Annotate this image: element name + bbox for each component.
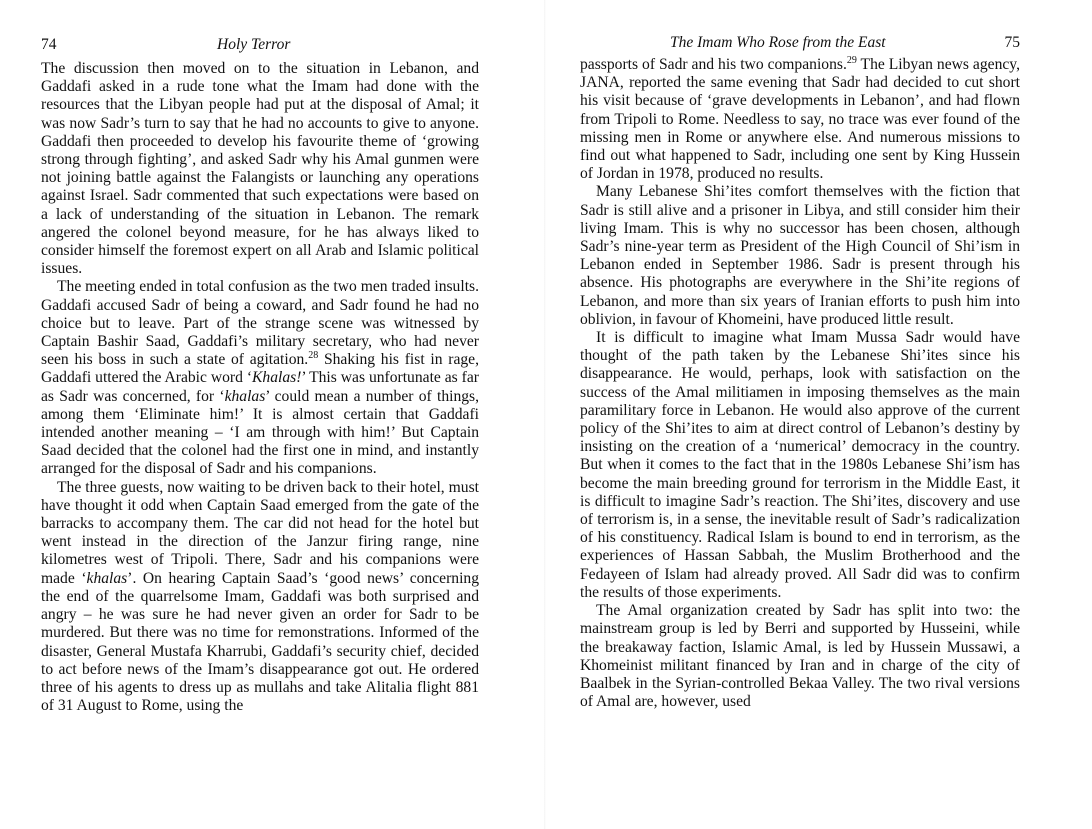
left-page-number: 74 bbox=[41, 36, 57, 53]
right-page bbox=[546, 0, 1092, 829]
right-page-number: 75 bbox=[1004, 34, 1020, 51]
right-page-body bbox=[580, 56, 1020, 711]
footnote-ref-28: 28 bbox=[308, 350, 319, 362]
right-paragraph-4: The Amal organization created by Sadr has split into two: the mainstream group is led by Berri and supported by Husseini, while the breakaway faction, Islamic Amal, is led by Hussein Mussawi, a Khomeinist militant financed by Iran and in charge of the city of Baalbek in the Syrian-controlled Bekaa Valley. The two rival versions of Amal are, however, used bbox=[580, 602, 1020, 711]
left-running-head: Holy Terror bbox=[217, 36, 291, 53]
left-page-header bbox=[41, 30, 479, 60]
right-paragraph-2: Many Lebanese Shi’ites comfort themselves with the fiction that Sadr is still alive and a prisoner in Libya, and still consider him their living Imam. This is why no successor has been chosen, although Sadr’s nine-year term as President of the High Council of Shi’ism in Lebanon ended in September 1986. Sadr is present through his absence. His photographs are everywhere in the Shi’ite regions of Lebanon, and more than six years of Iranian efforts to push him into oblivion, in favour of Khomeini, have produced little result. bbox=[580, 183, 1020, 328]
footnote-ref-29: 29 bbox=[846, 55, 857, 66]
right-page-header bbox=[580, 30, 1020, 60]
right-paragraph-3: It is difficult to imagine what Imam Mussa Sadr would have thought of the path taken by the Lebanese Shi’ites since his disappearance. He would, perhaps, look with satisfaction on the success of the Amal militiamen in imposing themselves as the main paramilitary force in Lebanon. He would also approve of the current policy of the Shi’ites to aim at direct control of Lebanon’s destiny by insisting on the creation of a ‘numerical’ democracy in the country. But when it comes to the fact that in the 1980s Lebanese Shi’ism has become the main breeding ground for terrorism in the Middle East, it is difficult to imagine Sadr’s reaction. The Shi’ites, discovery and use of terrorism is, in a sense, the inevitable result of Sadr’s radicalization of his constituency. Radical Islam is bound to end in terrorism, as the experiences of Hassan Sabbah, the Muslim Brotherhood and the Fedayeen of Islam had already proved. All Sadr did was to confirm the results of those experiments. bbox=[580, 329, 1020, 601]
right-running-head: The Imam Who Rose from the East bbox=[670, 34, 886, 51]
left-paragraph-3: The three guests, now waiting to be driven back to their hotel, must have thought it odd when Captain Saad emerged from the gate of the barracks to accompany them. The car did not head for the hotel but went instead in the direction of the Janzur firing range, nine kilometres west of Tripoli. There, Sadr and his companions were made ‘khalas’. On hearing Captain Saad’s ‘good news’ concerning the end of the quarrelsome Imam, Gaddafi was both surprised and angry – he was sure he had never given an order for Sadr to be murdered. But there was no time for remonstrations. Informed of the disaster, General Mustafa Kharrubi, Gaddafi’s security chief, decided to act before news of the Imam’s disappearance got out. He ordered three of his agents to dress up as mullahs and take Alitalia flight 881 of 31 August to Rome, using the bbox=[41, 478, 479, 715]
left-paragraph-1: The discussion then moved on to the situation in Lebanon, and Gaddafi asked in a rude tone what the Imam had done with the resources that the Libyan people had put at the disposal of Amal; it was now Sadr’s turn to say that he had no accounts to give to anyone. Gaddafi then proceeded to develop his favourite theme of ‘growing strong through fighting’, and asked Sadr why his Amal gunmen were not joining battle against the Falangists or launching any operations against Israel. Sadr commented that such expectations were based on a lack of understanding of the situation in Lebanon. The remark angered the colonel beyond measure, for he has always liked to consider himself the foremost expert on all Arab and Islamic political issues. bbox=[41, 60, 479, 278]
right-paragraph-1: passports of Sadr and his two companions.$^{29}$ The Libyan news agency, JANA, reported the same evening that Sadr had decided to cut short his visit because of ‘grave developments in Lebanon’, and had flown from Tripoli to Rome. Needless to say, no trace was ever found of the missing men in Rome or anywhere else. And numerous missions to find out what happened to Sadr, including one sent by King Hussein of Jordan in 1978, produced no results. bbox=[580, 55, 1020, 183]
left-page-body bbox=[41, 60, 479, 715]
left-paragraph-2: The meeting ended in total confusion as the two men traded insults. Gaddafi accused Sadr of being a coward, and Sadr found he had no choice but to leave. Part of the strange scene was witnessed by Captain Bashir Saad, Gaddafi’s military secretary, who had never seen his boss in such a state of agitation.$^{28}$ Shaking his fist in rage, Gaddafi uttered the Arabic word ‘Khalas!’ This was unfortunate as far as Sadr was concerned, for ‘khalas’ could mean a number of things, among them ‘Eliminate him!’ It is almost certain that Gaddafi intended another meaning – ‘I am through with him!’ But Captain Saad decided that the colonel had the first one in mind, and instantly arranged for the disposal of Sadr and his companions. bbox=[41, 278, 480, 478]
